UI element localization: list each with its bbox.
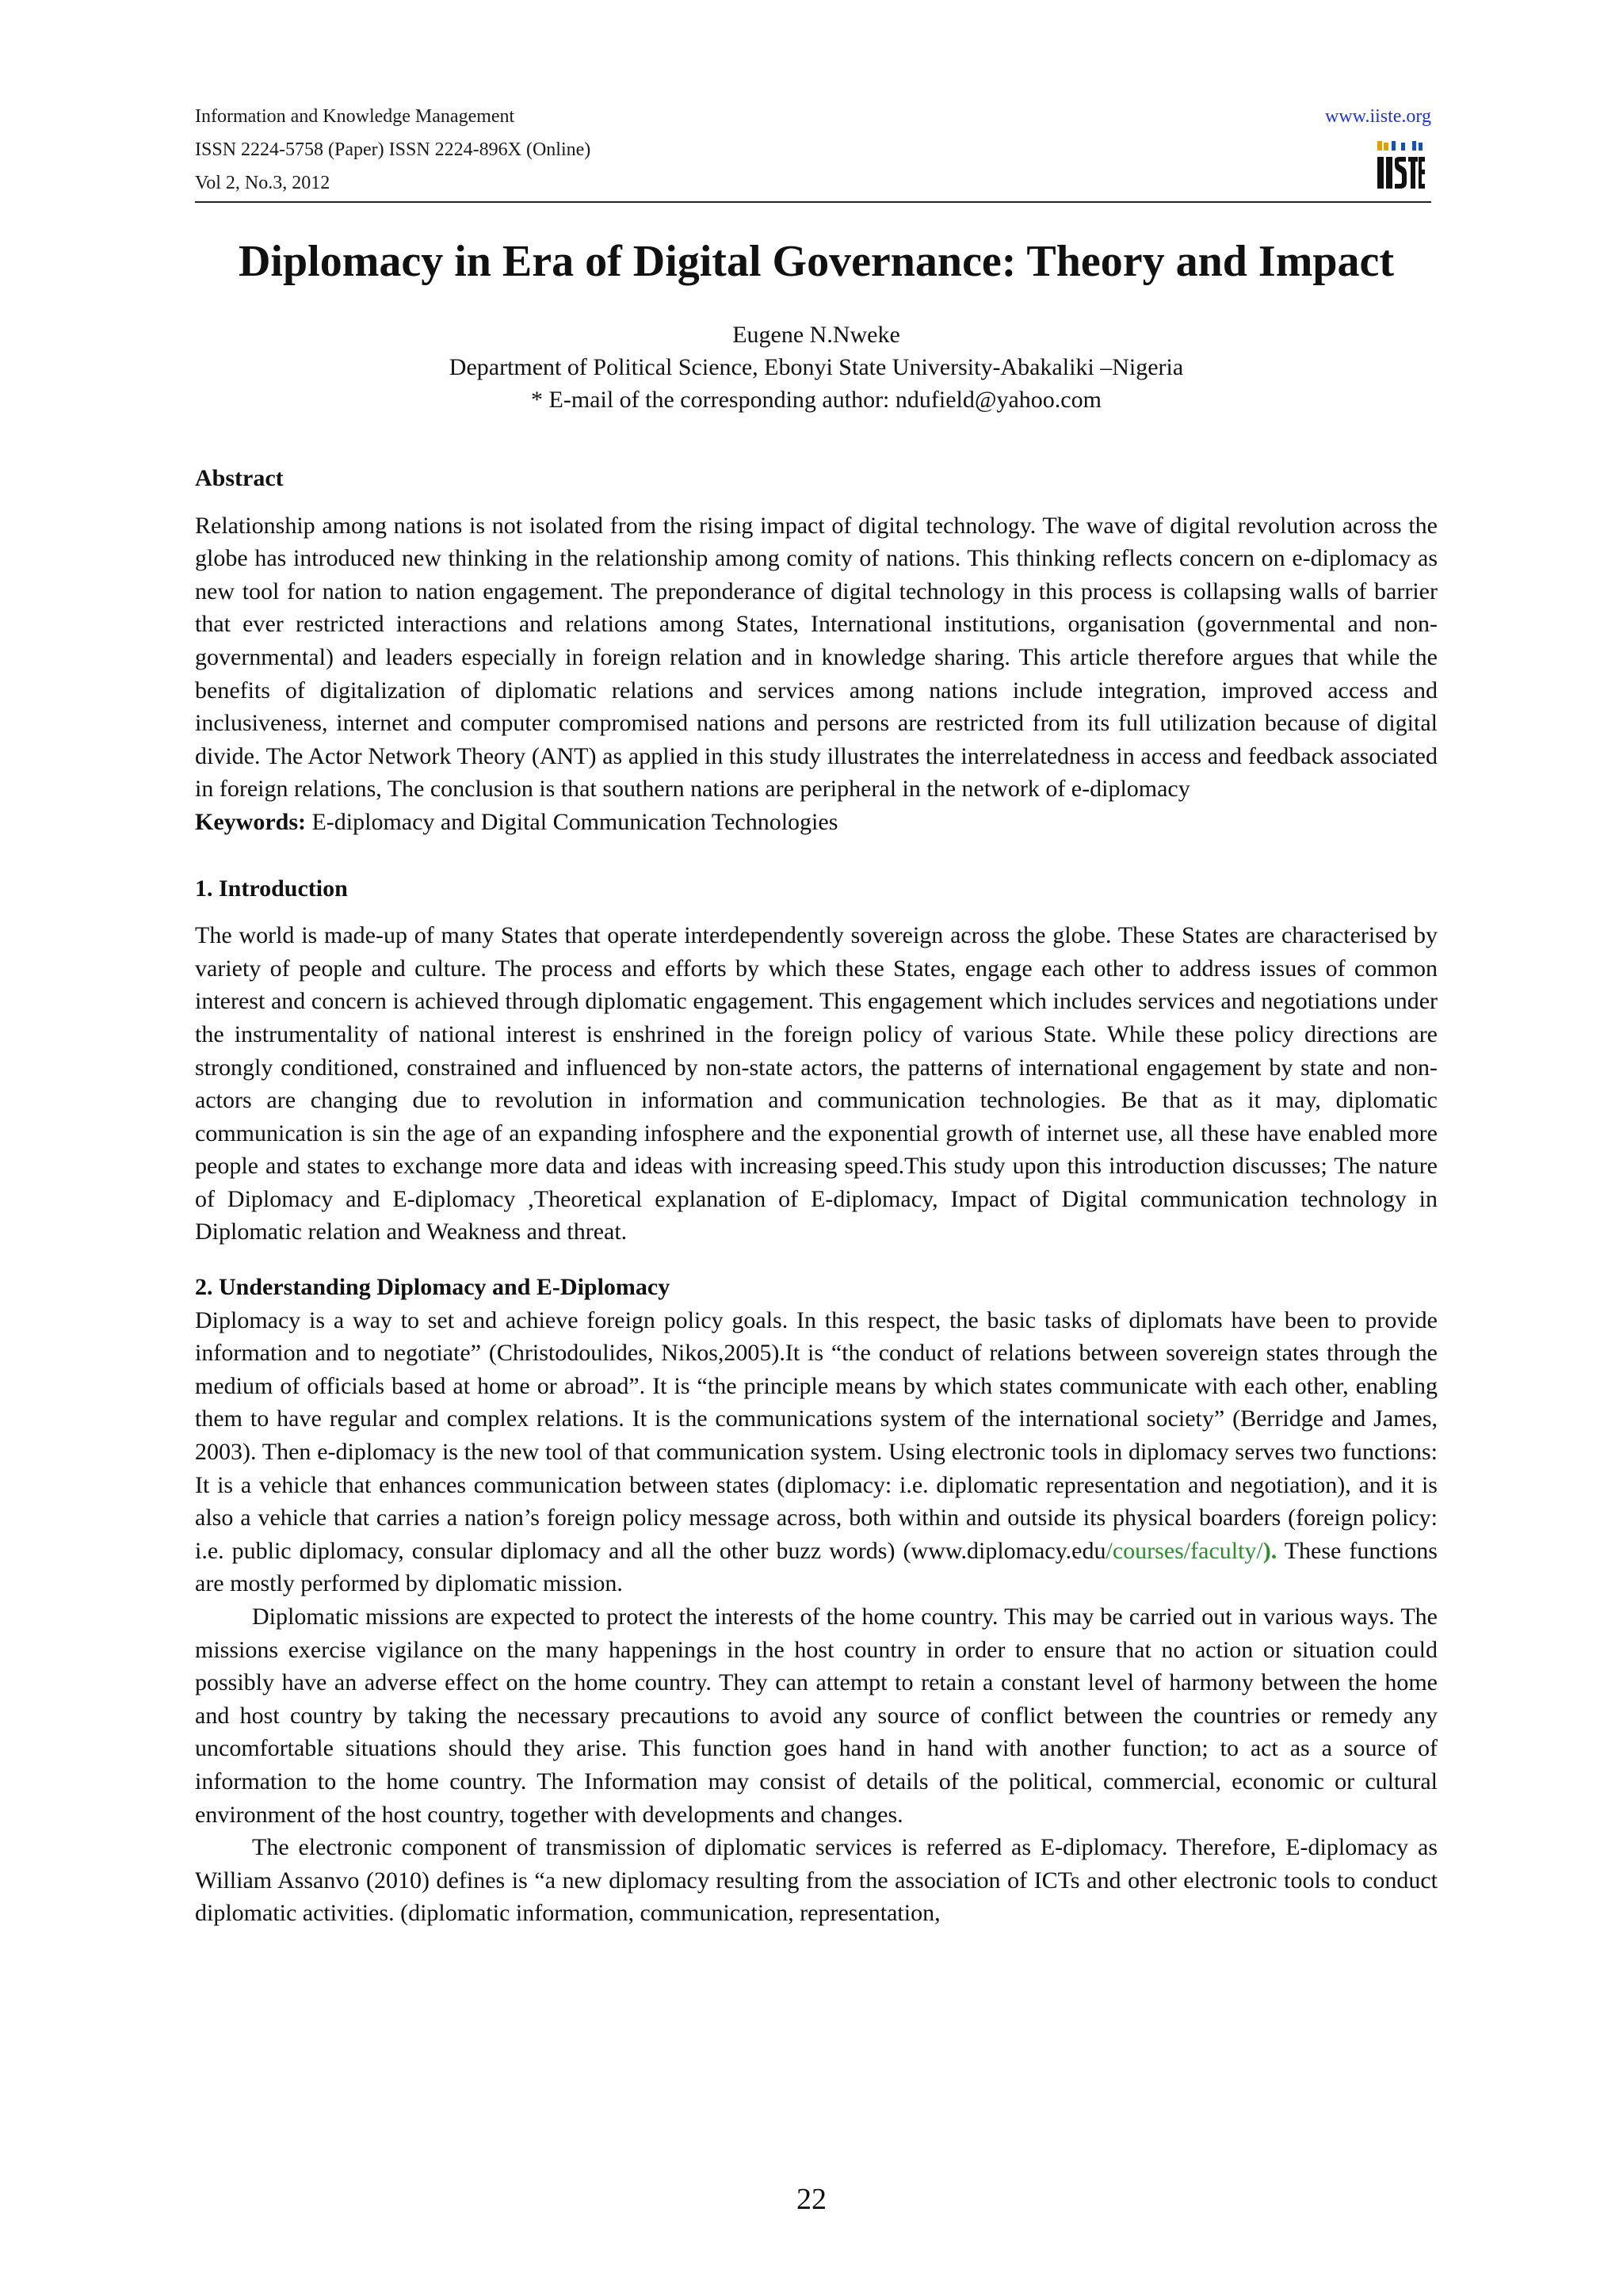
journal-url-link[interactable]: www.iiste.org bbox=[1325, 106, 1431, 127]
understanding-heading: 2. Understanding Diplomacy and E-Diplomacy bbox=[195, 1274, 670, 1301]
keywords-text: E-diplomacy and Digital Communication Technologies bbox=[305, 808, 838, 835]
understanding-paragraph-3: The electronic component of transmission of diplomatic services is referred as E-diplomacy. Therefore, E-diplomacy as William Assanvo (2010) defines is “a new diplomacy resulting from the association of ICTs and other electronic tools to conduct diplomatic activities. (diplomatic information, communication, representation, bbox=[195, 1834, 1438, 1927]
issn-line: ISSN 2224-5758 (Paper) ISSN 2224-896X (Online) bbox=[195, 139, 591, 160]
page-number: 22 bbox=[796, 2183, 827, 2216]
abstract-heading: Abstract bbox=[195, 465, 284, 491]
author-name: Eugene N.Nweke bbox=[732, 322, 900, 348]
paper-body bbox=[195, 462, 1438, 1930]
header-rule bbox=[195, 201, 1431, 203]
introduction-heading: 1. Introduction bbox=[195, 875, 348, 902]
keywords-line bbox=[195, 806, 1438, 839]
iiste-logo bbox=[1374, 139, 1426, 192]
paper-title: Diplomacy in Era of Digital Governance: Theory and Impact bbox=[238, 237, 1395, 286]
closing-paren: ). bbox=[1262, 1537, 1277, 1564]
understanding-paragraph-2: Diplomatic missions are expected to protect the interests of the home country. This may be carried out in various ways. The missions exercise vigilance on the many happenings in the host country in order to ensure that no action or situation could possibly have an adverse effect on the home country. They can attempt to retain a constant level of harmony between the home and host country by taking the necessary precautions to avoid any source of conflict between the countries or remedy any uncomfortable situations should they arise. This function goes hand in hand with another function; to act as a source of information to the home country. The Information may consist of details of the political, commercial, economic or cultural environment of the host country, together with developments and changes. bbox=[195, 1604, 1438, 1828]
volume-line: Vol 2, No.3, 2012 bbox=[195, 173, 330, 193]
keywords-label: Keywords: bbox=[195, 808, 306, 835]
journal-name: Information and Knowledge Management bbox=[195, 106, 515, 127]
author-block bbox=[195, 318, 1438, 416]
abstract-text: Relationship among nations is not isolated from the rising impact of digital technology. The wave of digital revolution across the globe has introduced new thinking in the relationship among comity of nations. This thinking reflects concern on e-diplomacy as new tool for nation to nation engagement. The preponderance of digital technology in this process is collapsing walls of barrier that ever restricted interactions and relations among States, International institutions, organisation (governmental and non-governmental) and leaders especially in foreign relation and in knowledge sharing. This article therefore argues that while the benefits of digitalization of diplomatic relations and services among nations include integration, improved access and inclusiveness, internet and computer compromised nations and persons are restricted from its full utilization because of digital divide. The Actor Network Theory (ANT) as applied in this study illustrates the interrelatedness in access and feedback associated in foreign relations, The conclusion is that southern nations are peripheral in the network of e-diplomacy bbox=[195, 512, 1438, 803]
diplomacy-edu-link[interactable]: /courses/faculty/ bbox=[1106, 1537, 1263, 1564]
paragraph-text: Diplomacy is a way to set and achieve foreign policy goals. In this respect, the basic tasks of diplomats have been to provide information and to negotiate” (Christodoulides, Nikos,2005).It is “the conduct of relations between sovereign states through the medium of officials based at home or abroad”. It is “the principle means by which states communicate with each other, enabling them to have regular and complex relations. It is the communications system of the international society” (Berridge and James, 2003). Then e-diplomacy is the new tool of that communication system. Using electronic tools in diplomacy serves two functions: It is a vehicle that enhances communication between states (diplomacy: i.e. diplomatic representation and negotiation), and it is also a vehicle that carries a nation’s foreign policy message across, both within and outside its physical boarders (foreign policy: i.e. public diplomacy, consular diplomacy and all the other buzz words) (www.diplomacy.edu bbox=[195, 1306, 1438, 1564]
author-affiliation: Department of Political Science, Ebonyi State University-Abakaliki –Nigeria bbox=[449, 354, 1184, 380]
paragraph-tail: These functions are mostly performed by diplomatic mission. bbox=[195, 1537, 1438, 1597]
introduction-paragraph: The world is made-up of many States that operate interdependently sovereign across the globe. These States are characterised by variety of people and culture. The process and efforts by which these States, engage each other to address issues of common interest and concern is achieved through diplomatic engagement. This engagement which includes services and negotiations under the instrumentality of national interest is enshrined in the foreign policy of various State. While these policy directions are strongly conditioned, constrained and influenced by non-state actors, the patterns of international engagement by state and non- actors are changing due to revolution in information and communication technologies. Be that as it may, diplomatic communication is sin the age of an expanding infosphere and the exponential growth of internet use, all these have enabled more people and states to exchange more data and ideas with increasing speed.This study upon this introduction discusses; The nature of Diplomacy and E-diplomacy ,Theoretical explanation of E-diplomacy, Impact of Digital communication technology in Diplomatic relation and Weakness and threat. bbox=[195, 922, 1438, 1245]
understanding-paragraph-1 bbox=[195, 1304, 1438, 1600]
author-email: * E-mail of the corresponding author: ndufield@yahoo.com bbox=[531, 387, 1102, 413]
